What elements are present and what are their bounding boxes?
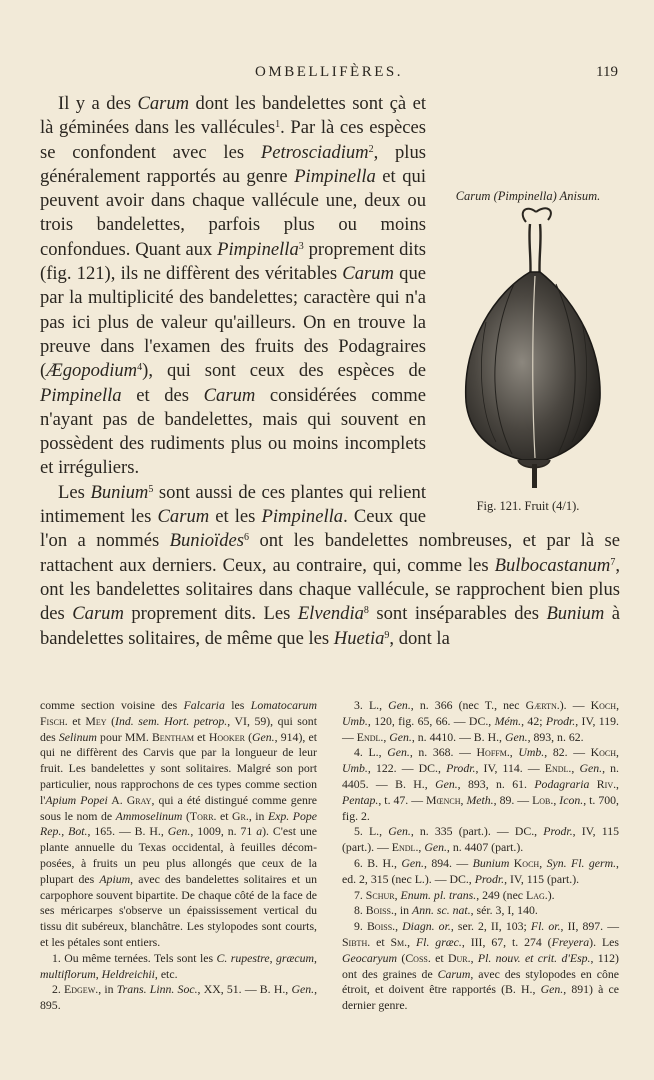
footnotes-left-column <box>40 698 317 1014</box>
footnote: 1. Ou même ternées. Tels sont les C. rupestre, græcum, multiflorum, Heldreichii, etc. <box>40 950 317 981</box>
footnote: 9. Boiss., Diagn. or., ser. 2, II, 103; Fl. or., II, 897. — Sibth. et Sm., Fl. græc., III, 67, t. 274 (Freyera). Les Geocaryum (Coss. et Dur., Pl. nouv. et crit. d'Esp., 112) ont des graines de Carum, avec des stylopodes en cône étroit, et doivent être rapportés (B. H., Gen., 891) à ce dernier genre. <box>342 919 620 1013</box>
figure-121 <box>432 92 624 522</box>
figure-caption-number: Fig. 121. Fruit (4/1). <box>476 499 580 513</box>
running-title: OMBELLIFÈRES. <box>255 64 403 80</box>
body-text <box>40 92 620 651</box>
footnote: comme section voisine des Falcaria les Lomatocarum Fisch. et Mey (Ind. sem. Hort. petrop., VI, 59), qui sont des Selinum pour MM. Bentham et Hooker (Gen., 914), et qui ne diffèrent des Carvis que par la longueur de leur fruit. Les bandelettes y sont solitaires. Malgré son port particulier, nous rapprochons de ces types comme section l'Apium Popei A. Gray, qui a été distingué comme genre sous le nom de Ammoselinum (Torr. et Gr., in Exp. Pope Rep., Bot., 165. — B. H., Gen., 1009, n. 71 a). C'est une plante annuelle du Texas occidental, à feuilles décomposées, à fruits un peu plus allongés que ceux de la plupart des Apium, avec des bandelettes solitaires et un carpophore souvent bipartite. De chaque côté de la face de ses méricarpes s'observe un épaississement vertical du tissu dit subéreux, blanchâtre. Les stylopodes sont courts, et les pétales sont entiers. <box>40 698 318 949</box>
footnote: 2. Edgew., in Trans. Linn. Soc., XX, 51. — B. H., Gen., 895. <box>40 982 318 1013</box>
paragraph-carum: Il y a des Carum dont les bandelettes sont çà et là géminées dans les vallécules$^1$. Par là ces espèces se confondent avec les Petrosciadium$^2$, plus généralement rapportés au genre Pimpinella et qui peuvent avoir dans chaque vallécule une, deux ou trois bandelettes, parfois plus ou moins confondues. Quant aux Pimpinella$^3$ proprement dits (fig. 121), ils ne diffèrent des véritables Carum que par la multiplicité des bandelettes; caractère qui n'a pas ici plus de valeur qu'ailleurs. On en trouve la preuve dans l'examen des fruits des Podagraires (Ægopodium$^4$), qui sont ceux des espèces de Pimpinella et des Carum considérées comme n'ayant pas de bandelettes, mais qui souvent en possèdent des rudiments plus ou moins incomplets et irréguliers. <box>40 93 427 479</box>
footnote: 8. Boiss., in Ann. sc. nat., sér. 3, I, 140. <box>354 903 538 918</box>
page-number: 119 <box>596 64 618 80</box>
figure-caption-species: Carum (Pimpinella) Anisum. <box>455 189 601 203</box>
footnote: 3. L., Gen., n. 366 (nec T., nec Gærtn.). — Koch, Umb., 120, fig. 65, 66. — DC., Mém., 42; Prodr., IV, 119. — Endl., Gen., n. 4410. — B. H., Gen., 893, n. 62. <box>342 698 620 744</box>
footnote: 7. Schur, Enum. pl. trans., 249 (nec Lag.). <box>354 887 555 902</box>
footnotes-right-column <box>342 698 619 1014</box>
fruit-illustration <box>456 202 604 492</box>
footnote: 6. B. H., Gen., 894. — Bunium Koch, Syn. Fl. germ., ed. 2, 315 (nec L.). — DC., Prodr., IV, 115 (part.). <box>342 855 619 886</box>
paragraph-bunium: Les Bunium$^5$ sont aussi de ces plantes qui relient intimement les Carum et les Pimpinella. Ceux que l'on a nommés Bunioïdes$^6$ ont les bandelettes nombreuses, et par là se rattachent aux derniers. Ceux, au contraire, qui, comme les Bulbocastanum$^7$, ont les bandelettes solitaires dans chaque vallécule, se rapprochent bien plus des Carum proprement dits. Les Elvendia$^8$ sont inséparables des Bunium à bandelettes solitaires, de même que les Huetia$^9$, dont la <box>40 481 620 649</box>
footnote: 4. L., Gen., n. 368. — Hoffm., Umb., 82. — Koch, Umb., 122. — DC., Prodr., IV, 114. — Endl., Gen., n. 4405. — B. H., Gen., 893, n. 61. Podagraria Riv., Pentap., t. 47. — Mœnch, Meth., 89. — Lob., Icon., t. 700, fig. 2. <box>342 745 619 823</box>
running-head <box>40 64 618 84</box>
footnote: 5. L., Gen., n. 335 (part.). — DC., Prodr., IV, 115 (part.). — Endl., Gen., n. 4407 (part.). <box>342 824 619 855</box>
